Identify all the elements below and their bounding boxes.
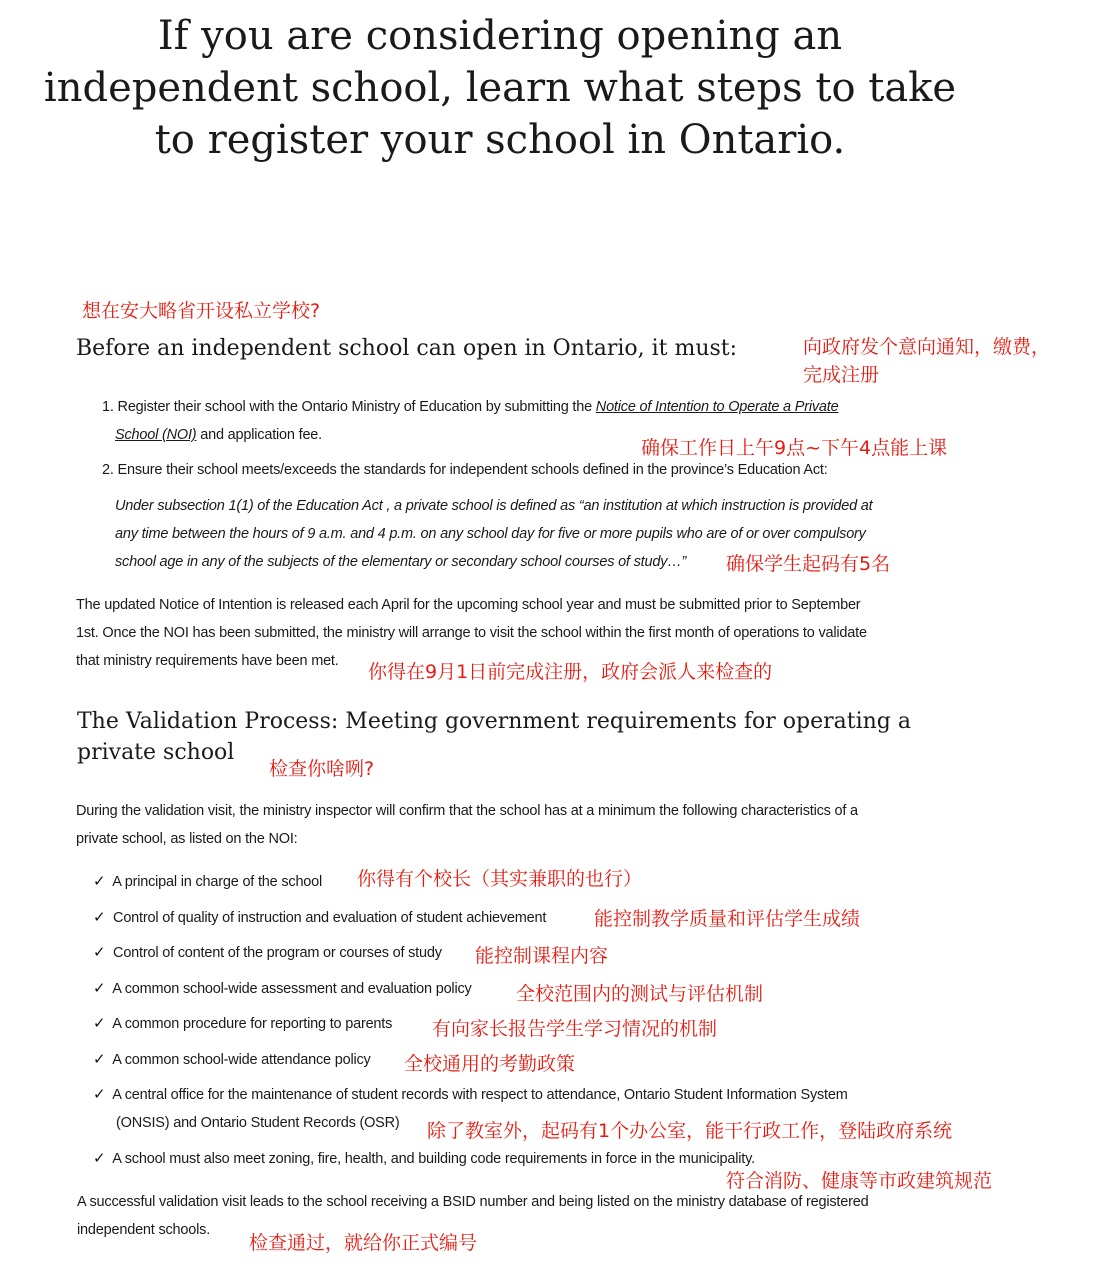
section-heading: Before an independent school can open in Ontario, it must: <box>76 336 738 361</box>
annotation-attendance: 全校通用的考勤政策 <box>404 1053 576 1075</box>
page-hero-title <box>40 10 960 166</box>
section-heading-cont: private school <box>77 740 235 765</box>
paragraph-line: that ministry requirements have been met. <box>76 653 339 669</box>
list-item-register <box>102 393 838 421</box>
list-item-register-cont <box>115 421 322 449</box>
checkmark-icon: ✓ <box>93 1150 106 1167</box>
paragraph-line: 1st. Once the NOI has been submitted, the ministry will arrange to visit the school within the first month of operations to validate <box>76 625 867 641</box>
annotation-principal: 你得有个校长（其实兼职的也行） <box>357 868 643 890</box>
paragraph-line: private school, as listed on the NOI: <box>76 831 298 847</box>
section-heading: The Validation Process: Meeting government requirements for operating a <box>77 709 911 734</box>
checklist-item <box>93 975 472 1003</box>
annotation-bsid: 检查通过，就给你正式编号 <box>249 1232 478 1254</box>
annotation-deadline: 你得在9月1日前完成注册，政府会派人来检查的 <box>368 661 773 683</box>
checkmark-icon: ✓ <box>93 1051 106 1068</box>
checklist-text: A central office for the maintenance of student records with respect to attendance, Ontario Student Information System <box>112 1087 848 1103</box>
checkmark-icon: ✓ <box>93 1015 106 1032</box>
paragraph-line: independent schools. <box>77 1222 211 1238</box>
list-text: Register their school with the Ontario Ministry of Education by submitting the <box>117 399 592 415</box>
checklist-item <box>93 1046 371 1074</box>
list-number: 1. <box>102 399 114 415</box>
paragraph-line: The updated Notice of Intention is released each April for the upcoming school year and must be submitted prior to September <box>76 597 861 613</box>
hero-line: to register your school in Ontario. <box>154 117 846 163</box>
hero-line: If you are considering opening an <box>157 13 843 59</box>
checklist-text: A common school-wide attendance policy <box>112 1052 371 1068</box>
checklist-text: Control of quality of instruction and evaluation of student achievement <box>113 910 547 926</box>
checklist-item <box>93 868 322 896</box>
checklist-text: A school must also meet zoning, fire, health, and building code requirements in force in the municipality. <box>112 1151 755 1167</box>
quote-line: school age in any of the subjects of the elementary or secondary school courses of study…” <box>115 554 687 570</box>
noi-link[interactable]: Notice of Intention to Operate a Private <box>595 399 839 415</box>
annotation-assessment: 全校范围内的测试与评估机制 <box>516 983 764 1005</box>
paragraph-line: A successful validation visit leads to the school receiving a BSID number and being listed on the ministry database of registered <box>77 1194 869 1210</box>
annotation-check: 检查你啥咧? <box>269 758 375 780</box>
quote-line: Under subsection 1(1) of the Education Act , a private school is defined as “an institution at which instruction is provided at <box>115 498 873 514</box>
annotation-office: 除了教室外，起码有1个办公室，能干行政工作，登陆政府系统 <box>427 1120 953 1142</box>
checklist-item <box>93 904 546 932</box>
checklist-text: Control of content of the program or courses of study <box>113 945 442 961</box>
checklist-item <box>93 1010 392 1038</box>
annotation-noi-line2: 完成注册 <box>803 364 880 386</box>
noi-link-cont[interactable]: School (NOI) <box>115 427 197 443</box>
annotation-noi: 向政府发个意向通知，缴费， <box>803 336 1051 358</box>
checklist-item <box>93 939 442 967</box>
checklist-text: A common school-wide assessment and evaluation policy <box>112 981 472 997</box>
annotation-pupils: 确保学生起码有5名 <box>726 553 891 575</box>
checklist-item-cont: (ONSIS) and Ontario Student Records (OSR) <box>116 1115 400 1131</box>
checkmark-icon: ✓ <box>93 980 106 997</box>
paragraph-line: During the validation visit, the ministry inspector will confirm that the school has at a minimum the following characteristics of a <box>76 803 858 819</box>
checkmark-icon: ✓ <box>93 909 106 926</box>
checkmark-icon: ✓ <box>93 944 106 961</box>
hero-line: independent school, learn what steps to take <box>43 65 957 111</box>
annotation-intro: 想在安大略省开设私立学校? <box>82 300 321 322</box>
checklist-item <box>93 1145 755 1173</box>
annotation-reporting: 有向家长报告学生学习情况的机制 <box>432 1018 718 1040</box>
checkmark-icon: ✓ <box>93 1086 106 1103</box>
annotation-quality: 能控制教学质量和评估学生成绩 <box>594 908 861 930</box>
annotation-content: 能控制课程内容 <box>475 945 609 967</box>
checklist-text: A common procedure for reporting to parents <box>112 1016 393 1032</box>
list-text: and application fee. <box>196 427 322 443</box>
annotation-hours: 确保工作日上午9点~下午4点能上课 <box>641 437 948 459</box>
list-item-standards: 2. Ensure their school meets/exceeds the standards for independent schools defined in the province’s Education Act: <box>102 462 828 478</box>
checklist-text: A principal in charge of the school <box>112 874 323 890</box>
quote-line: any time between the hours of 9 a.m. and 4 p.m. on any school day for five or more pupils who are of or over compulsory <box>115 526 866 542</box>
checkmark-icon: ✓ <box>93 873 106 890</box>
checklist-item <box>93 1081 848 1109</box>
annotation-zoning: 符合消防、健康等市政建筑规范 <box>726 1170 993 1192</box>
